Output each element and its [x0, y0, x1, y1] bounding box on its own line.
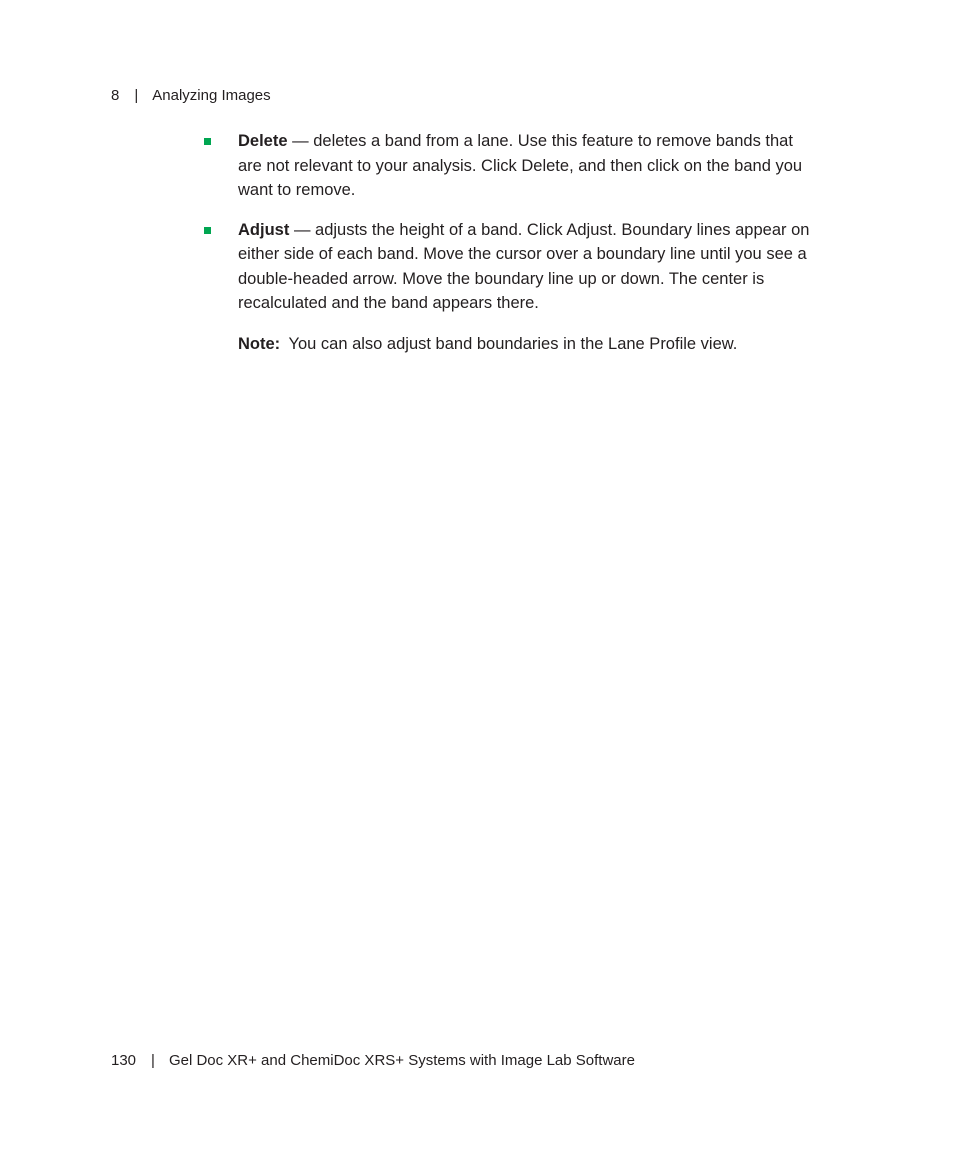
main-content [238, 129, 810, 356]
note-label: Note: [238, 334, 281, 353]
description-adjust: adjusts the height of a band. Click Adjust. Boundary lines appear on either side of each band. Move the cursor over a boundary line until you see a double-headed arrow. Move the boundary line up or down. The center is recalculated and the band appears there. [238, 220, 810, 312]
chapter-title: Analyzing Images [152, 87, 271, 104]
footer-separator: | [151, 1052, 155, 1069]
list-item-adjust [238, 218, 810, 316]
term-dash: — [293, 220, 311, 239]
book-title: Gel Doc XR+ and ChemiDoc XRS+ Systems with Image Lab Software [168, 1052, 635, 1069]
term-dash: — [292, 132, 309, 150]
description-delete: deletes a band from a lane. Use this feature to remove bands that are not relevant to your analysis. Click Delete, and then click on the band you want to remove. [238, 132, 803, 199]
term-delete: Delete [238, 132, 288, 150]
square-bullet-icon [204, 138, 211, 145]
list-item-delete [238, 129, 810, 203]
running-footer [111, 1052, 635, 1070]
header-separator: | [134, 87, 139, 104]
note [238, 332, 810, 357]
chapter-number: 8 [111, 87, 120, 104]
page-number: 130 [111, 1052, 137, 1069]
square-bullet-icon [204, 227, 211, 234]
term-adjust: Adjust [238, 220, 290, 239]
running-header [111, 87, 271, 105]
note-text: You can also adjust band boundaries in the Lane Profile view. [288, 334, 738, 353]
